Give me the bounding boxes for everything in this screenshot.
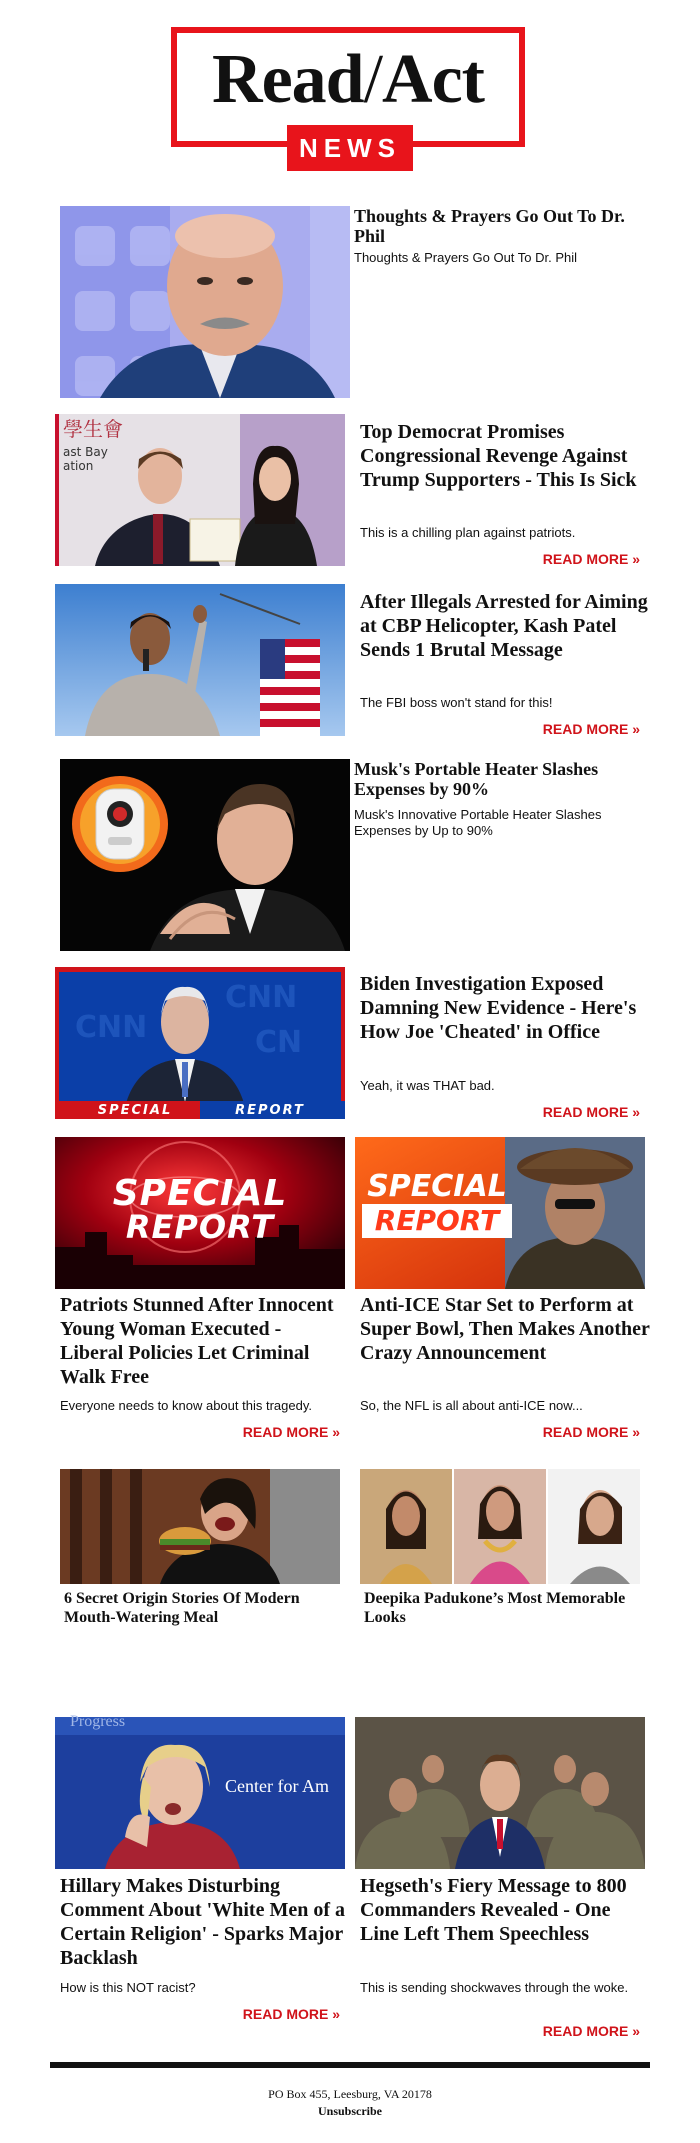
read-more-link-anti-ice-star[interactable]: READ MORE » [542, 1424, 640, 1440]
read-more-link-hegseth[interactable]: READ MORE » [542, 2023, 640, 2039]
footer-address: PO Box 455, Leesburg, VA 20178 [268, 2087, 432, 2101]
article-image-musk-heater[interactable] [60, 759, 350, 951]
svg-text:ation: ation [63, 459, 94, 473]
svg-text:ast Bay: ast Bay [63, 445, 108, 459]
article-desc-dr-phil: Thoughts & Prayers Go Out To Dr. Phil [354, 250, 578, 265]
article-desc-top-democrat: This is a chilling plan against patriots. [360, 525, 576, 540]
article-desc-kash-patel: The FBI boss won't stand for this! [360, 695, 553, 710]
unsubscribe-link[interactable]: Unsubscribe [317, 2104, 382, 2118]
article-title-musk-heater[interactable]: Musk's Portable Heater Slashes Expenses by 90% [354, 759, 599, 799]
logo-read: Read [212, 41, 364, 118]
article-desc-biden: Yeah, it was THAT bad. [360, 1078, 495, 1093]
article-title-kash-patel[interactable]: After Illegals Arrested for Aiming at CBP Helicopter, Kash Patel Sends 1 Brutal Message [360, 591, 648, 661]
article-title-hillary[interactable]: Hillary Makes Disturbing Comment About 'White Men of a Certain Religion' - Sparks Major Backlash [60, 1875, 345, 1969]
svg-text:學生會: 學生會 [63, 417, 123, 441]
read-more-link-patriots-stunned[interactable]: READ MORE » [242, 1424, 340, 1440]
article-desc-hillary: How is this NOT racist? [60, 1980, 196, 1995]
read-more-link-biden[interactable]: READ MORE » [542, 1104, 640, 1120]
hillary-img-banner-text: Center for Am [225, 1776, 329, 1796]
article-desc-anti-ice-star: So, the NFL is all about anti-ICE now... [360, 1398, 583, 1413]
read-more-link-kash-patel[interactable]: READ MORE » [542, 721, 640, 737]
logo-slash: / [363, 41, 383, 118]
hillary-img-progress: Progress [70, 1713, 126, 1730]
article-title-hegseth[interactable]: Hegseth's Fiery Message to 800 Commanders Revealed - One Line Left Them Speechless [360, 1875, 627, 1945]
article-image-hegseth[interactable] [355, 1717, 645, 1869]
article-title-meal[interactable]: 6 Secret Origin Stories Of Modern Mouth-Watering Meal [64, 1590, 300, 1626]
logo-wordmark [171, 40, 525, 120]
article-title-top-democrat[interactable]: Top Democrat Promises Congressional Revenge Against Trump Supporters - This Is Sick [360, 421, 637, 491]
article-title-deepika[interactable]: Deepika Padukone’s Most Memorable Looks [364, 1590, 626, 1626]
article-title-anti-ice-star[interactable]: Anti-ICE Star Set to Perform at Super Bowl, Then Makes Another Crazy Announcement [360, 1294, 650, 1364]
article-image-deepika[interactable] [360, 1469, 640, 1584]
biden-banner-report: REPORT [235, 1103, 305, 1118]
article-title-patriots-stunned[interactable]: Patriots Stunned After Innocent Young Woman Executed - Liberal Policies Let Criminal Walk Free [60, 1294, 334, 1388]
footer-divider [50, 2062, 650, 2068]
patriots-img-special: SPECIAL [112, 1173, 288, 1214]
svg-text:CN: CN [255, 1025, 303, 1060]
logo-news: NEWS [299, 133, 401, 163]
article-desc-hegseth: This is sending shockwaves through the woke. [360, 1980, 629, 1995]
article-image-top-democrat[interactable] [55, 414, 345, 566]
article-desc-musk-heater: Musk's Innovative Portable Heater Slashes Expenses by Up to 90% [354, 807, 602, 838]
read-more-link-top-democrat[interactable]: READ MORE » [542, 551, 640, 567]
read-more-link-hillary[interactable]: READ MORE » [242, 2006, 340, 2022]
svg-text:CNN: CNN [75, 1010, 148, 1045]
article-image-meal[interactable] [60, 1469, 340, 1584]
article-desc-patriots-stunned: Everyone needs to know about this tragedy. [60, 1398, 312, 1413]
biden-banner-special: SPECIAL [97, 1103, 173, 1118]
anti-ice-img-special: SPECIAL [367, 1169, 507, 1204]
article-title-biden[interactable]: Biden Investigation Exposed Damning New Evidence - Here's How Joe 'Cheated' in Office [360, 973, 637, 1043]
patriots-img-report: REPORT [125, 1208, 275, 1246]
svg-text:CNN: CNN [225, 980, 298, 1015]
logo-act: Act [382, 41, 484, 118]
anti-ice-img-report: REPORT [362, 1204, 512, 1238]
article-image-biden[interactable] [55, 967, 345, 1119]
article-title-dr-phil[interactable]: Thoughts & Prayers Go Out To Dr. Phil [354, 206, 625, 246]
article-image-dr-phil[interactable] [60, 206, 350, 398]
article-image-kash-patel[interactable] [55, 584, 345, 736]
